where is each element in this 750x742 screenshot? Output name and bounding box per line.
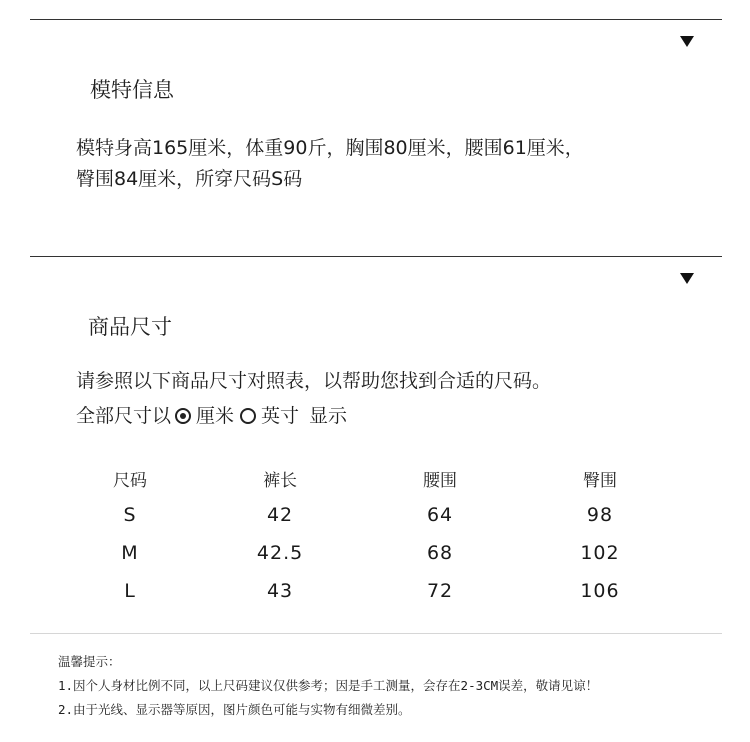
tips-item-2: 2.由于光线、显示器等原因，图片颜色可能与实物有细微差别。 (58, 702, 411, 717)
model-info-line-1: 模特身高165厘米，体重90斤，胸围80厘米，腰围61厘米， (76, 137, 584, 159)
header-size: 尺码 (113, 470, 147, 491)
cell-size: L (124, 580, 136, 602)
size-intro-text: 请参照以下商品尺寸对照表，以帮助您找到合适的尺码。 (76, 370, 552, 392)
table-row (60, 496, 680, 534)
table-row (60, 572, 680, 610)
unit-inch-radio[interactable] (240, 408, 256, 424)
cell-hip: 102 (580, 542, 620, 564)
header-waist: 腰围 (423, 470, 458, 491)
size-table (60, 460, 680, 610)
model-info-title: 模特信息 (90, 78, 174, 102)
model-info-text (76, 133, 584, 195)
model-info-line-2: 臀围84厘米，所穿尺码S码 (76, 168, 303, 190)
cell-hip: 98 (586, 504, 614, 526)
cell-size: M (121, 542, 139, 564)
cell-waist: 64 (426, 504, 454, 526)
unit-cm-label[interactable]: 厘米 (196, 405, 235, 427)
unit-inch-label[interactable]: 英寸 (261, 405, 300, 427)
divider-top (30, 19, 722, 20)
tips-title: 温馨提示： (58, 654, 121, 669)
cell-waist: 72 (426, 580, 454, 602)
header-length: 裤长 (263, 470, 298, 491)
tips-item-1: 1.因个人身材比例不同，以上尺码建议仅供参考；因是手工测量，会存在2-3CM误差，敬请见谅！ (58, 678, 599, 693)
unit-cm-radio[interactable] (175, 408, 191, 424)
divider-bottom (30, 633, 722, 634)
unit-suffix-label: 显示 (309, 405, 348, 427)
unit-prefix-label: 全部尺寸以 (76, 405, 172, 427)
tips-block (58, 650, 598, 722)
collapse-toggle-size-icon[interactable] (680, 273, 694, 284)
collapse-toggle-model-icon[interactable] (680, 36, 694, 47)
divider-middle (30, 256, 722, 257)
cell-hip: 106 (580, 580, 620, 602)
cell-length: 43 (266, 580, 294, 602)
header-hip: 臀围 (582, 470, 617, 491)
cell-length: 42.5 (256, 542, 304, 564)
cell-length: 42 (266, 504, 294, 526)
cell-size: S (123, 504, 137, 526)
table-row (60, 534, 680, 572)
cell-waist: 68 (426, 542, 454, 564)
size-table-header (60, 460, 680, 496)
size-info-title: 商品尺寸 (88, 315, 172, 339)
unit-selector (76, 402, 347, 430)
